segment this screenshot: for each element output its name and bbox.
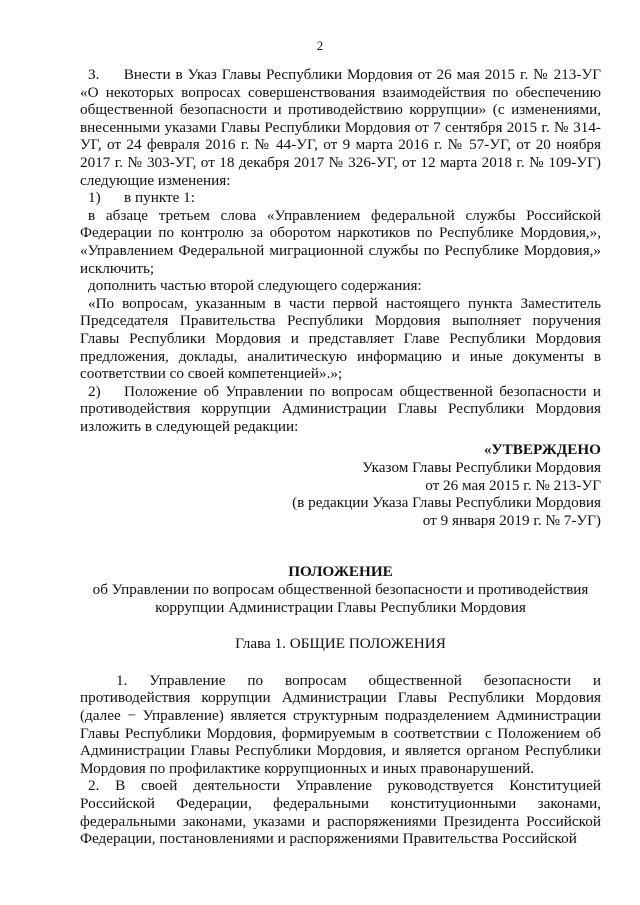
- paragraph-quoted-text: «По вопросам, указанным в части первой настоящего пункта Заместитель Председателя Правительства Республики Мордовия выполняет поручения Главы Республики Мордовия и представляет Главе Республики Мордовия предложения, доклады, аналитическую информацию и иные документы в соответствии со своей компетенцией».»;: [80, 294, 601, 383]
- list-item-2-text: Положение об Управлении по вопросам общественной безопасности и противодействия коррупции Администрации Главы Республики Мордовия изложить в следующей редакции:: [80, 382, 601, 435]
- regulation-subtitle-2: коррупции Администрации Главы Республики Мордовия: [155, 598, 526, 616]
- approval-heading: «УТВЕРЖДЕНО: [483, 441, 601, 459]
- document-body: [80, 66, 601, 848]
- regulation-subtitle-1: об Управлении по вопросам общественной безопасности и противодействия: [92, 581, 589, 599]
- approval-line-2: от 26 мая 2015 г. № 213-УГ: [425, 476, 601, 494]
- list-item-1-number: 1): [88, 189, 101, 207]
- list-item-2-number: 2): [88, 382, 101, 400]
- approval-line-4: от 9 января 2019 г. № 7-УГ): [422, 511, 601, 529]
- chapter-heading: Глава 1. ОБЩИЕ ПОЛОЖЕНИЯ: [235, 635, 446, 653]
- clause-2: 2. В своей деятельности Управление руководствуется Конституцией Российской Федерации, федеральными конституционными законами, федеральными законами, указами и распоряжениями Президента Российской Федерации, постановлениями и распоряжениями Правительства Российской: [80, 777, 601, 848]
- page-number: 2: [316, 38, 324, 53]
- list-item-2: [80, 383, 601, 436]
- clause-1: 1. Управление по вопросам общественной безопасности и противодействия коррупции Администрации Главы Республики Мордовия (далее − Управление) является структурным подразделением Администрации Главы Республики Мордовия, формируемым в соответствии с Положением об Администрации Главы Республики Мордовия, и является органом Республики Мордовия по профилактике коррупционных и иных правонарушений.: [80, 671, 601, 777]
- paragraph-amend-decree: 3. Внести в Указ Главы Республики Мордовия от 26 мая 2015 г. № 213-УГ «О некоторых вопросах совершенствования взаимодействия по обеспечению общественной безопасности и противодействию коррупции» (с изменениями, внесенными указами Главы Республики Мордовия от 7 сентября 2015 г. № 314-УГ, от 24 февраля 2016 г. № 44-УГ, от 9 марта 2016 г. № 57-УГ, от 20 ноября 2017 г. № 303-УГ, от 18 декабря 2017 № 326-УГ, от 12 марта 2018 г. № 109-УГ) следующие изменения:: [80, 66, 601, 189]
- regulation-title: ПОЛОЖЕНИЕ: [288, 563, 393, 581]
- paragraph-add-part: дополнить частью второй следующего содержания:: [88, 277, 422, 295]
- paragraph-exclude-words: в абзаце третьем слова «Управлением федеральной службы Российской Федерации по контролю за оборотом наркотиков по Республике Мордовия,», «Управлением Федеральной миграционной службы по Республике Мордовия,» исключить;: [80, 206, 601, 277]
- approval-line-3: (в редакции Указа Главы Республики Мордовия: [292, 494, 601, 512]
- list-item-1-text: в пункте 1:: [124, 189, 195, 207]
- list-item-1: [80, 189, 601, 207]
- approval-line-1: Указом Главы Республики Мордовия: [362, 459, 601, 477]
